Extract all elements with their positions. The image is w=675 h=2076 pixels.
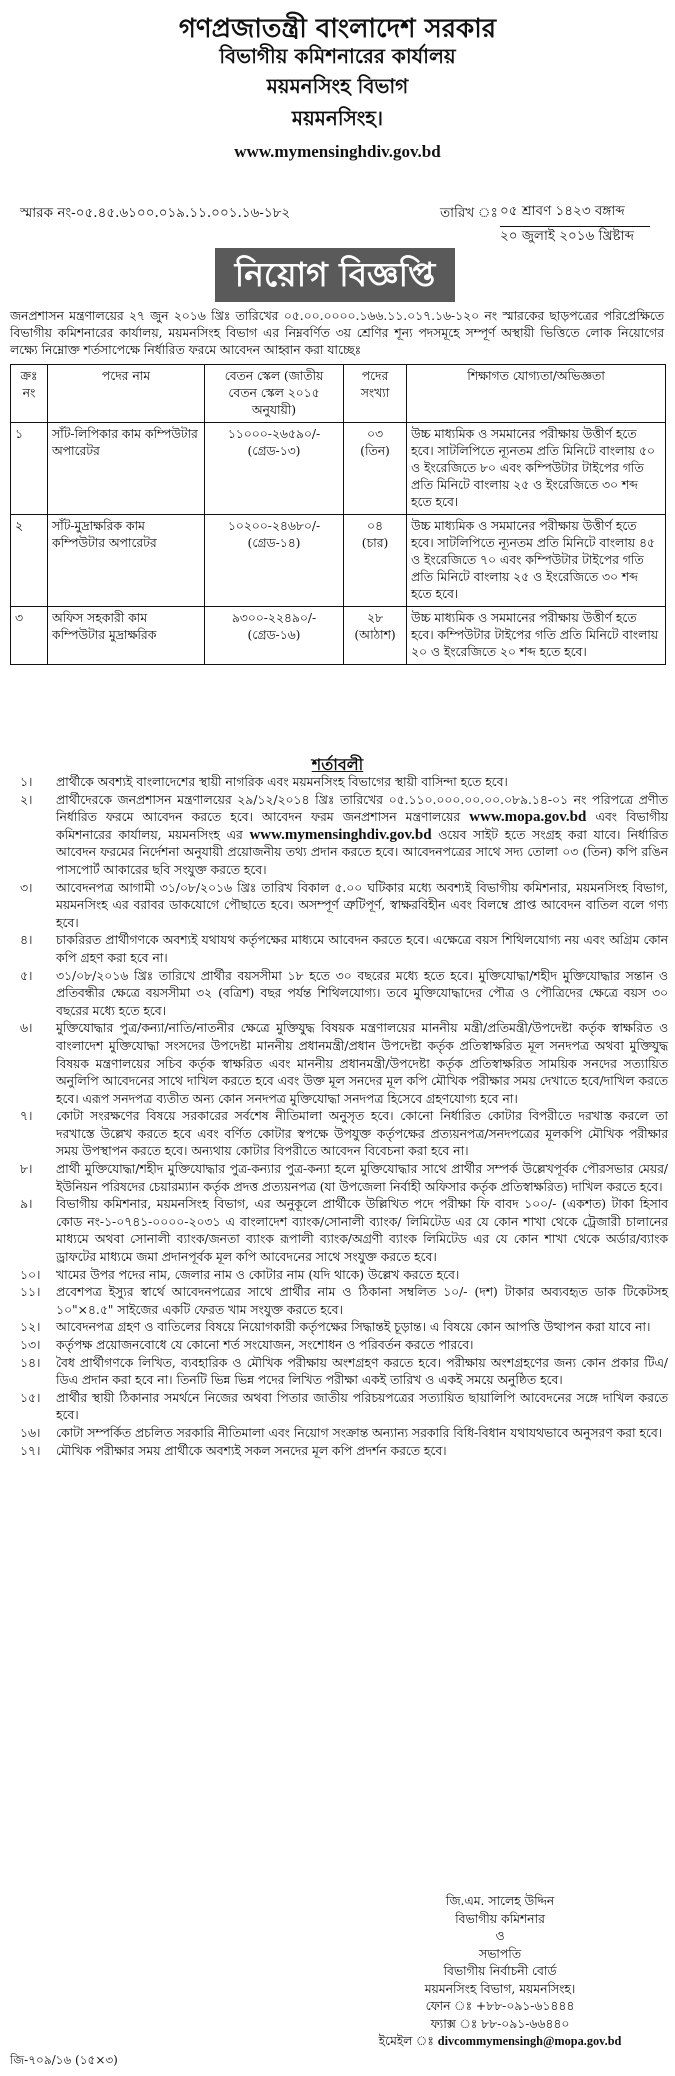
date-english: ২০ জুলাই ২০১৬ খ্রিষ্টাব্দ [500, 228, 634, 244]
condition-text: কোটা সংরক্ষণের বিষয়ে সরকারের সর্বশেষ নীতিমালা অনুসৃত হবে। কোনো নির্ধারিত কোটার বিপরীতে দরখাস্ত করলে তা দরখাস্তে উল্লেখ করতে হবে এবং বর্ণিত কোটার স্বপক্ষে উপযুক্ত কর্তৃপক্ষের প্রত্যয়নপত্র/সনদপত্রের মূলকপি মৌখিক পরীক্ষার সময় উপস্থাপন করতে হবে। অন্যথায় কোটার বিপরীতে আবেদন বিবেচনা করা হবে না। [56, 1109, 668, 1159]
signatory-phone: ফোন ঃ +৮৮-০৯১-৬১৪৪৪ [425, 1999, 575, 2013]
condition-text: প্রার্থীকে অবশ্যই বাংলাদেশের স্থায়ী নাগরিক এবং ময়মনসিংহ বিভাগের স্থায়ী বাসিন্দা হতে হবে। [56, 775, 508, 789]
row-post: সাঁট-মুদ্রাক্ষরিক কাম কম্পিউটার অপারেটর [48, 515, 205, 607]
condition-text: প্রার্থীদেরকে জনপ্রশাসন মন্ত্রণালয়ের ২৯/১২/২০১৪ খ্রিঃ তারিখের ০৫.১১০.০০০.০০.০০.০৮৯.১৪-০১ নং পরিপত্রে প্রণীত নির্ধারিত ফরমে আবেদন করতে হবে। আবেদন ফরম জনপ্রশাসন মন্ত্রণালয়ের [56, 792, 668, 825]
row-scale [205, 607, 344, 665]
signatory-board: বিভাগীয় নির্বাচনী বোর্ড [443, 1964, 557, 1978]
header-serial: ক্রঃ নং [11, 365, 48, 423]
count-value: ০৩ [367, 427, 383, 441]
header-qualification: শিক্ষাগত যোগ্যতা/অভিজ্ঞতা [407, 365, 666, 423]
row-serial: ৩ [11, 607, 48, 665]
signatory-email-row [350, 2033, 650, 2051]
condition-item [10, 1443, 668, 1461]
header-post: পদের নাম [48, 365, 205, 423]
condition-number: ১৬। [20, 1425, 41, 1440]
condition-text: কর্তৃপক্ষ প্রয়োজনবোধে যে কোনো শর্ত সংযোজন, সংশোধন ও পরিবর্তন করতে পারবে। [56, 1338, 474, 1352]
conditions-list [10, 774, 668, 1460]
reference-code: জি-৭০৯/১৬ (১৫×৩) [10, 2053, 118, 2067]
posts-table [10, 364, 666, 665]
division-name: ময়মনসিংহ বিভাগ [266, 74, 409, 98]
date-label: তারিখ ঃ [440, 205, 498, 221]
count-words: (আঠাশ) [354, 628, 396, 642]
condition-item [10, 792, 668, 880]
condition-text: চাকরিরত প্রার্থীগণকে অবশ্যই যথাযথ কর্তৃপক্ষের মাধ্যমে আবেদন করতে হবে। এক্ষেত্রে বয়স শিথিলযোগ্য নয় এবং অগ্রিম কোন কপি গ্রহণ করা হবে না। [56, 933, 668, 965]
condition-text: এবং বিভাগীয় কমিশনারের কার্যালয়, ময়মনসিংহ এর [56, 810, 668, 842]
row-serial: ১ [11, 423, 48, 515]
condition-number: ৯। [20, 1197, 33, 1212]
condition-number: ১৪। [20, 1355, 41, 1370]
condition-number: ১। [20, 775, 33, 789]
condition-item [10, 1355, 668, 1390]
condition-number: ৩। [20, 880, 33, 895]
condition-number: ১১। [20, 1285, 41, 1300]
condition-item [10, 968, 668, 1021]
condition-text: ওয়েব সাইট হতে সংগ্রহ করা যাবে। নির্ধারিত আবেদন ফরমের নির্দেশনা অনুযায়ী প্রয়োজনীয় তথ্য প্রদান করতে হবে। আবেদনপত্রের সাথে সদ্য তোলা ০৩ (তিন) কপি রঙিন পাসপোর্ট আকারের ছবি সংযুক্ত করতে হবে। [56, 827, 668, 877]
signatory-and: ও [495, 1929, 505, 1943]
condition-item [10, 1390, 668, 1425]
condition-text: মুক্তিযোদ্ধার পুত্র/কন্যা/নাতি/নাতনীর ক্ষেত্রে মুক্তিযুদ্ধ বিষয়ক মন্ত্রণালয়ের মাননীয় মন্ত্রী/প্রতিমন্ত্রী/উপদেষ্টা কর্তৃক স্বাক্ষরিত ও বাংলাদেশ মুক্তিযোদ্ধা সংসদের উপদেষ্টা মাননীয় প্রধানমন্ত্রী/প্রধান উপদেষ্টা কর্তৃক প্রতিস্বাক্ষরিত মূল সনদপত্র অথবা মুক্তিযুদ্ধ বিষয়ক মন্ত্রণালয়ের সচিব কর্তৃক স্বাক্ষরিত এবং মাননীয় প্রধানমন্ত্রী/উপদেষ্টা কর্তৃক প্রতিস্বাক্ষরিত সাময়িক সনদের সত্যায়িত অনুলিপি আবেদনের সাথে দাখিল করতে হবে এবং উক্ত মূল সনদের মূল কপি মৌখিক পরীক্ষার সময় দেখাতে হবে/দাখিল করতে হবে। এরূপ সনদপত্র ব্যতীত অন্য কোন সনদপত্র মুক্তিযোদ্ধা সনদপত্র হিসেবে গ্রহণযোগ্য হবে না। [56, 1021, 668, 1106]
intro-paragraph: জনপ্রশাসন মন্ত্রণালয়ের ২৭ জুন ২০১৬ খ্রিঃ তারিখের ০৫.০০.০০০০.১৬৬.১১.০১৭.১৬-১২০ নং স্মারকের ছাড়পত্রের পরিপ্রেক্ষিতে বিভাগীয় কমিশনারের কার্যালয়, ময়মনসিংহ বিভাগ এর নিম্নবর্ণিত ৩য় শ্রেণির শূন্য পদসমূহে সম্পূর্ণ অস্থায়ী ভিত্তিতে লোক নিয়োগের লক্ষ্যে নিম্নোক্ত শর্তসাপেক্ষে নির্ধারিত ফরমে আবেদন আহ্বান করা যাচ্ছেঃ [10, 309, 664, 357]
office-name: বিভাগীয় কমিশনারের কার্যালয় [219, 44, 456, 68]
condition-item [10, 1284, 668, 1319]
row-count [344, 515, 407, 607]
count-words: (তিন) [360, 444, 390, 458]
condition-text: বিভাগীয় কমিশনার, ময়মনসিংহ বিভাগ, এর অনুকূলে প্রার্থীকে উল্লিখিত পদে পরীক্ষা ফি বাবদ ১০০/- (একশত) টাকা হিসাব কোড নং-১-০৭৪১-০০০০-২০৩১ এ বাংলাদেশ ব্যাংক/সোনালী ব্যাংক/ লিমিটেড এর যে কোন শাখা থেকে ট্রেজারী চালানের মাধ্যমে অথবা সোনালী ব্যাংক/জনতা ব্যাংক রূপালী ব্যাংক/অগ্রণী ব্যাংক লিমিটেড এর যে কোন শাখা থেকে অর্ডার/ব্যাংক ড্রাফটের মাধ্যমে জমা প্রদানপূর্বক মূল কপি আবেদনের সাথে সংযুক্ত করতে হবে। [56, 1197, 668, 1265]
condition-item [10, 1267, 668, 1285]
row-post: সাঁট-লিপিকার কাম কম্পিউটার অপারেটর [48, 423, 205, 515]
scale-grade: (গ্রেড-১৪) [247, 536, 301, 550]
table-row [11, 515, 666, 607]
condition-text: কোটা সম্পর্কিত প্রচলিত সরকারি নীতিমালা এবং নিয়োগ সংক্রান্ত অন্যান্য সরকারি বিধি-বিধান যথাযথভাবে অনুসরণ করা হবে। [56, 1425, 663, 1440]
row-qualification: উচ্চ মাধ্যমিক ও সমমানের পরীক্ষায় উত্তীর্ণ হতে হবে। সাটলিপিতে ন্যূনতম প্রতি মিনিটে বাংলায় ৫০ ও ইংরেজিতে ৮০ এবং কম্পিউটার টাইপের গতি প্রতি মিনিটে বাংলায় ২৫ ও ইংরেজিতে ৩০ শব্দ হতে হবে। [407, 423, 666, 515]
row-post: অফিস সহকারী কাম কম্পিউটার মুদ্রাক্ষরিক [48, 607, 205, 665]
condition-number: ৮। [20, 1162, 33, 1177]
condition-text: প্রার্থী মুক্তিযোদ্ধা/শহীদ মুক্তিযোদ্ধার পুত্র-কন্যার পুত্র-কন্যা হলে মুক্তিযোদ্ধার সাথে প্রার্থীর সম্পর্ক উল্লেখপূর্বক পৌরসভার মেয়র/ইউনিয়ন পরিষদের চেয়ারম্যান কর্তৃক প্রদত্ত প্রত্যয়নপত্র (যা উপজেলা নির্বাহী অফিসার কর্তৃক প্রতিস্বাক্ষরিত) দাখিল করতে হবে। [56, 1162, 668, 1194]
condition-item [10, 1161, 668, 1196]
condition-item [10, 932, 668, 967]
table-header-row [11, 365, 666, 423]
row-scale [205, 515, 344, 607]
count-value: ২৮ [367, 611, 383, 625]
row-serial: ২ [11, 515, 48, 607]
condition-item [10, 1319, 668, 1337]
row-count [344, 607, 407, 665]
signatory-fax: ফ্যাক্স ঃ ৮৮-০৯১-৬৬৪৪০ [430, 2016, 570, 2031]
condition-text: বৈধ প্রার্থীগণকে লিখিত, ব্যবহারিক ও মৌখিক পরীক্ষায় অংশগ্রহণ করতে হবে। পরীক্ষায় অংশগ্রহণের জন্য কোন প্রকার টিএ/ডিএ প্রদান করা হবে না। তিনটি ভিন্ন ভিন্ন পদের লিখিত পরীক্ষা একই তারিখ ও একই সময়ে অনুষ্ঠিত হবে। [56, 1355, 668, 1388]
conditions-title: শর্তাবলী [311, 755, 364, 774]
condition-item [10, 1337, 668, 1355]
condition-number: ২। [20, 792, 33, 807]
signatory-name: জি.এম. সালেহ উদ্দিন [445, 1894, 555, 1908]
condition-item [10, 1020, 668, 1108]
condition-item [10, 1425, 668, 1443]
table-row [11, 423, 666, 515]
email-link[interactable]: divcommymensingh@mopa.gov.bd [437, 2034, 622, 2048]
notice-title: নিয়োগ বিজ্ঞপ্তি [215, 248, 455, 302]
condition-text: খামের উপর পদের নাম, জেলার নাম ও কোটার নাম (যদি থাকে) উল্লেখ করতে হবে। [56, 1267, 460, 1282]
condition-item [10, 1196, 668, 1266]
scale-value: ১০২০০-২৪৬৮০/- [227, 519, 321, 533]
signatory-role: সভাপতি [479, 1946, 521, 1961]
condition-number: ১৭। [20, 1443, 41, 1458]
condition-number: ৫। [20, 968, 33, 983]
signature-block [350, 1893, 650, 2051]
division-website-link[interactable]: www.mymensinghdiv.gov.bd [249, 826, 432, 843]
email-label: ইমেইল ঃ [378, 2034, 434, 2048]
government-name: গণপ্রজাতন্ত্রী বাংলাদেশ সরকার [178, 14, 497, 44]
count-words: (চার) [361, 536, 389, 550]
memo-number: স্মারক নং-০৫.৪৫.৬১০০.০১৯.১১.০০১.১৬-১৮২ [20, 205, 291, 221]
scale-grade: (গ্রেড-১৩) [247, 444, 301, 458]
condition-number: ১৫। [20, 1390, 41, 1405]
condition-number: ৬। [20, 1021, 33, 1036]
condition-number: ৭। [20, 1109, 33, 1124]
signatory-address: ময়মনসিংহ বিভাগ, ময়মনসিংহ। [424, 1981, 576, 1996]
condition-item [10, 1108, 668, 1161]
mopa-website-link[interactable]: www.mopa.gov.bd [469, 809, 587, 826]
condition-text: প্রার্থীর স্থায়ী ঠিকানার সমর্থনে নিজের অথবা পিতার জাতীয় পরিচয়পত্রের সত্যায়িত ছায়ালিপি আবেদনের সঙ্গে দাখিল করতে হবে। [56, 1390, 668, 1423]
scale-value: ১১০০০-২৬৫৯০/- [227, 427, 321, 441]
condition-number: ৪। [20, 933, 33, 948]
website-link[interactable]: www.mymensinghdiv.gov.bd [234, 142, 441, 161]
table-row [11, 607, 666, 665]
condition-number: ১৩। [20, 1338, 41, 1352]
condition-number: ১০। [20, 1267, 41, 1282]
condition-text: ৩১/০৮/২০১৬ খ্রিঃ তারিখে প্রার্থীর বয়সসীমা ১৮ হতে ৩০ বছরের মধ্যে হতে হবে। মুক্তিযোদ্ধা/শহীদ মুক্তিযোদ্ধার সন্তান ও প্রতিবন্ধীর ক্ষেত্রে বয়সসীমা ৩২ (বত্রিশ) বছর পর্যন্ত শিথিলযোগ্য। তবে মুক্তিযোদ্ধাদের পৌত্র ও পৌত্রিদের ক্ষেত্রে বয়স ৩০ বছরের মধ্যে হতে হবে। [56, 968, 668, 1018]
condition-text: আবেদনপত্র আগামী ৩১/০৮/২০১৬ খ্রিঃ তারিখ বিকাল ৫.০০ ঘটিকার মধ্যে অবশ্যই বিভাগীয় কমিশনার, ময়মনসিংহ বিভাগ, ময়মনসিংহ এর বরাবর ডাকযোগে পৌছাতে হবে। অসম্পূর্ণ ত্রুটিপূর্ণ, স্বাক্ষরবিহীন এবং বিলম্বে প্রাপ্ত আবেদন বাতিল বলে গণ্য হবে। [56, 880, 668, 930]
row-qualification: উচ্চ মাধ্যমিক ও সমমানের পরীক্ষায় উত্তীর্ণ হতে হবে। সাটলিপিতে ন্যূনতম প্রতি মিনিটে বাংলায় ৪৫ ও ইংরেজিতে ৭০ এবং কম্পিউটার টাইপের গতি প্রতি মিনিটে বাংলায় ২৫ ও ইংরেজিতে ৩০ শব্দ হতে হবে। [407, 515, 666, 607]
condition-item [10, 880, 668, 933]
signatory-title: বিভাগীয় কমিশনার [455, 1911, 545, 1926]
header-scale: বেতন স্কেল (জাতীয় বেতন স্কেল ২০১৫ অনুযায়ী) [205, 365, 344, 423]
scale-grade: (গ্রেড-১৬) [247, 628, 301, 642]
city-name: ময়মনসিংহ। [291, 106, 384, 130]
condition-number: ১২। [20, 1320, 41, 1335]
row-qualification: উচ্চ মাধ্যমিক ও সমমানের পরীক্ষায় উত্তীর্ণ হতে হবে। কম্পিউটার টাইপের গতি প্রতি মিনিটে বাংলায় ২০ ও ইংরেজিতে ২০ শব্দ হতে হবে। [407, 607, 666, 665]
row-count [344, 423, 407, 515]
condition-text: প্রবেশপত্র ইস্যুর স্বার্থে আবেদনপত্রের সাথে প্রার্থীর নাম ও ঠিকানা সম্বলিত ১০/- (দশ) টাকার অব্যবহৃত ডাক টিকেটসহ ১০"×৪.৫" সাইজের একটি ফেরত খাম সংযুক্ত করতে হবে। [56, 1285, 668, 1317]
condition-text: আবেদনপত্র গ্রহণ ও বাতিলের বিষয়ে নিয়োগকারী কর্তৃপক্ষের সিদ্ধান্তই চূড়ান্ত। এ বিষয়ে কোন আপত্তি উত্থাপন করা যাবে না। [56, 1320, 651, 1335]
row-scale [205, 423, 344, 515]
count-value: ০৪ [367, 519, 383, 533]
scale-value: ৯৩০০-২২৪৯০/- [231, 611, 317, 625]
condition-text: মৌখিক পরীক্ষার সময় প্রার্থীকে অবশ্যই সকল সনদের মূল কপি প্রদর্শন করতে হবে। [56, 1443, 447, 1458]
condition-item [10, 774, 668, 792]
date-bangla: ০৫ শ্রাবণ ১৪২৩ বঙ্গাব্দ [500, 200, 650, 227]
header-count: পদের সংখ্যা [344, 365, 407, 423]
